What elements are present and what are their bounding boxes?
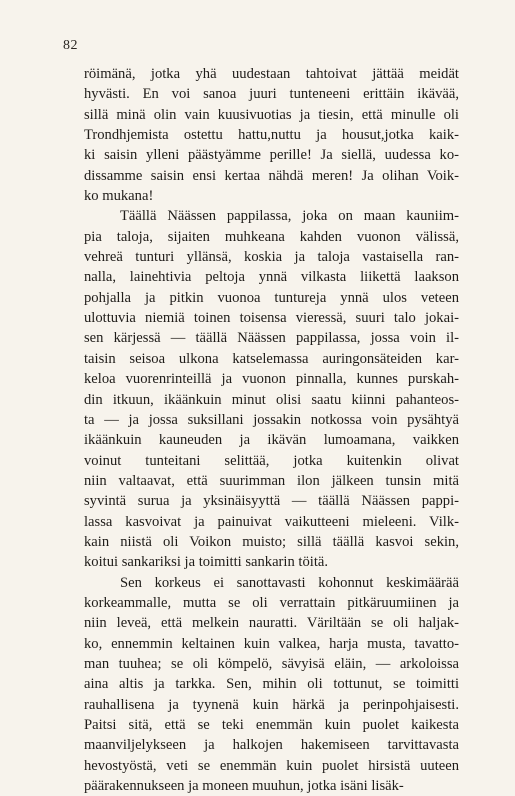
text-line: dissamme saisin ensi kertaa nähdä meren! Ja olihan Voik- bbox=[84, 167, 459, 184]
text-line: niin leveä, että melkein nauratti. Väriltään se oli haljak- bbox=[84, 615, 459, 632]
text-line: voinut tunteitani selittää, jotka kuitenkin olivat bbox=[84, 452, 459, 469]
text-line: ulottuvia niemiä toinen toisensa vieressä, suuri talo jokai- bbox=[84, 310, 459, 327]
text-line: ki saisin ylleni päästyämme perille! Ja siellä, uudessa ko- bbox=[84, 147, 459, 164]
text-line: ko mukana! bbox=[84, 188, 154, 205]
text-line: Täällä Näässen pappilassa, joka on maan kauniim- bbox=[120, 208, 459, 225]
text-line: ikäänkuin kauneuden ja ikävän lumoamana, vaikken bbox=[84, 432, 459, 449]
text-line: taisin seisoa ulkona katselemassa auringonsäteiden kar- bbox=[84, 350, 459, 367]
text-line: pia taloja, sijaiten muhkeana kahden vuonon välissä, bbox=[84, 228, 459, 245]
text-line: sillä minä olin vain kuusivuotias ja tiesin, että minulle oli bbox=[84, 106, 459, 123]
text-line: man tuuhea; se oli kömpelö, sävyisä eläin, — arkoloissa bbox=[84, 655, 459, 672]
text-line: pohjalla ja pitkin vuonoa tuntureja ynnä ulos veteen bbox=[84, 289, 459, 306]
text-line: lassa kasvoivat ja painuivat vaikutteeni mieleeni. Vilk- bbox=[84, 513, 459, 530]
text-line: korkeammalle, mutta se oli verrattain pitkäruumiinen ja bbox=[84, 594, 459, 611]
text-line: hyvästi. En voi sanoa juuri tunteneeni erittäin ikävää, bbox=[84, 86, 459, 103]
text-line: rauhallisena ja tyynenä kuin härkä ja perinpohjaisesti. bbox=[84, 696, 459, 713]
text-line: ko, ennemmin keltainen kuin valkea, harja musta, tavatto- bbox=[84, 635, 459, 652]
text-line: päärakennukseen ja moneen muuhun, jotka isäni lisäk- bbox=[84, 778, 404, 795]
paragraph bbox=[84, 573, 459, 796]
text-line: koitui sankariksi ja toimitti sankarin töitä. bbox=[84, 554, 329, 571]
text-line: maanviljelykseen ja halkojen hakemiseen tarvittavasta bbox=[84, 737, 459, 754]
text-line: röimänä, jotka yhä uudestaan tahtoivat jättää meidät bbox=[84, 66, 459, 82]
text-line: vehreä tunturi yllänsä, koskia ja taloja vastaisella ran- bbox=[84, 249, 459, 266]
page-number: 82 bbox=[63, 38, 78, 53]
text-line: syvintä surua ja yksinäisyyttä — täällä Näässen pappi- bbox=[84, 493, 459, 510]
text-line: Sen korkeus ei sanottavasti kohonnut keskimäärää bbox=[120, 574, 459, 591]
text-line: Trondhjemista ostettu hattu,nuttu ja housut,jotka kaik- bbox=[84, 127, 459, 144]
text-line: Paitsi sitä, että se teki enemmän kuin puolet kaikesta bbox=[84, 717, 459, 733]
paragraph bbox=[84, 206, 459, 572]
text-line: din itkuun, ikäänkuin minut olisi saatu kiinni pahanteos- bbox=[84, 391, 459, 408]
text-line: hevostyöstä, veti se enemmän kuin puolet hirsistä uuteen bbox=[84, 757, 459, 774]
text-line: nalla, lainehtivia peltoja ynnä vilkasta liikettä laakson bbox=[84, 269, 459, 286]
paragraph bbox=[84, 64, 459, 206]
text-line: niin valtaavat, että suurimman ilon jälkeen tunsin mitä bbox=[84, 472, 459, 489]
body-text bbox=[84, 64, 459, 796]
text-line: kain niistä oli Voikon muisto; sillä täällä kasvoi sekin, bbox=[84, 533, 459, 550]
text-line: aina altis ja tarkka. Sen, mihin oli tottunut, se toimitti bbox=[84, 676, 459, 693]
text-line: ta — ja jossa suksillani jossakin notkossa voin pysähtyä bbox=[84, 411, 459, 428]
text-line: keloa vuorenrinteillä ja vuonon pinnalla, kunnes purskah- bbox=[84, 371, 459, 388]
text-line: sen kärjessä — täällä Näässen pappilassa, jossa voin il- bbox=[84, 330, 459, 347]
